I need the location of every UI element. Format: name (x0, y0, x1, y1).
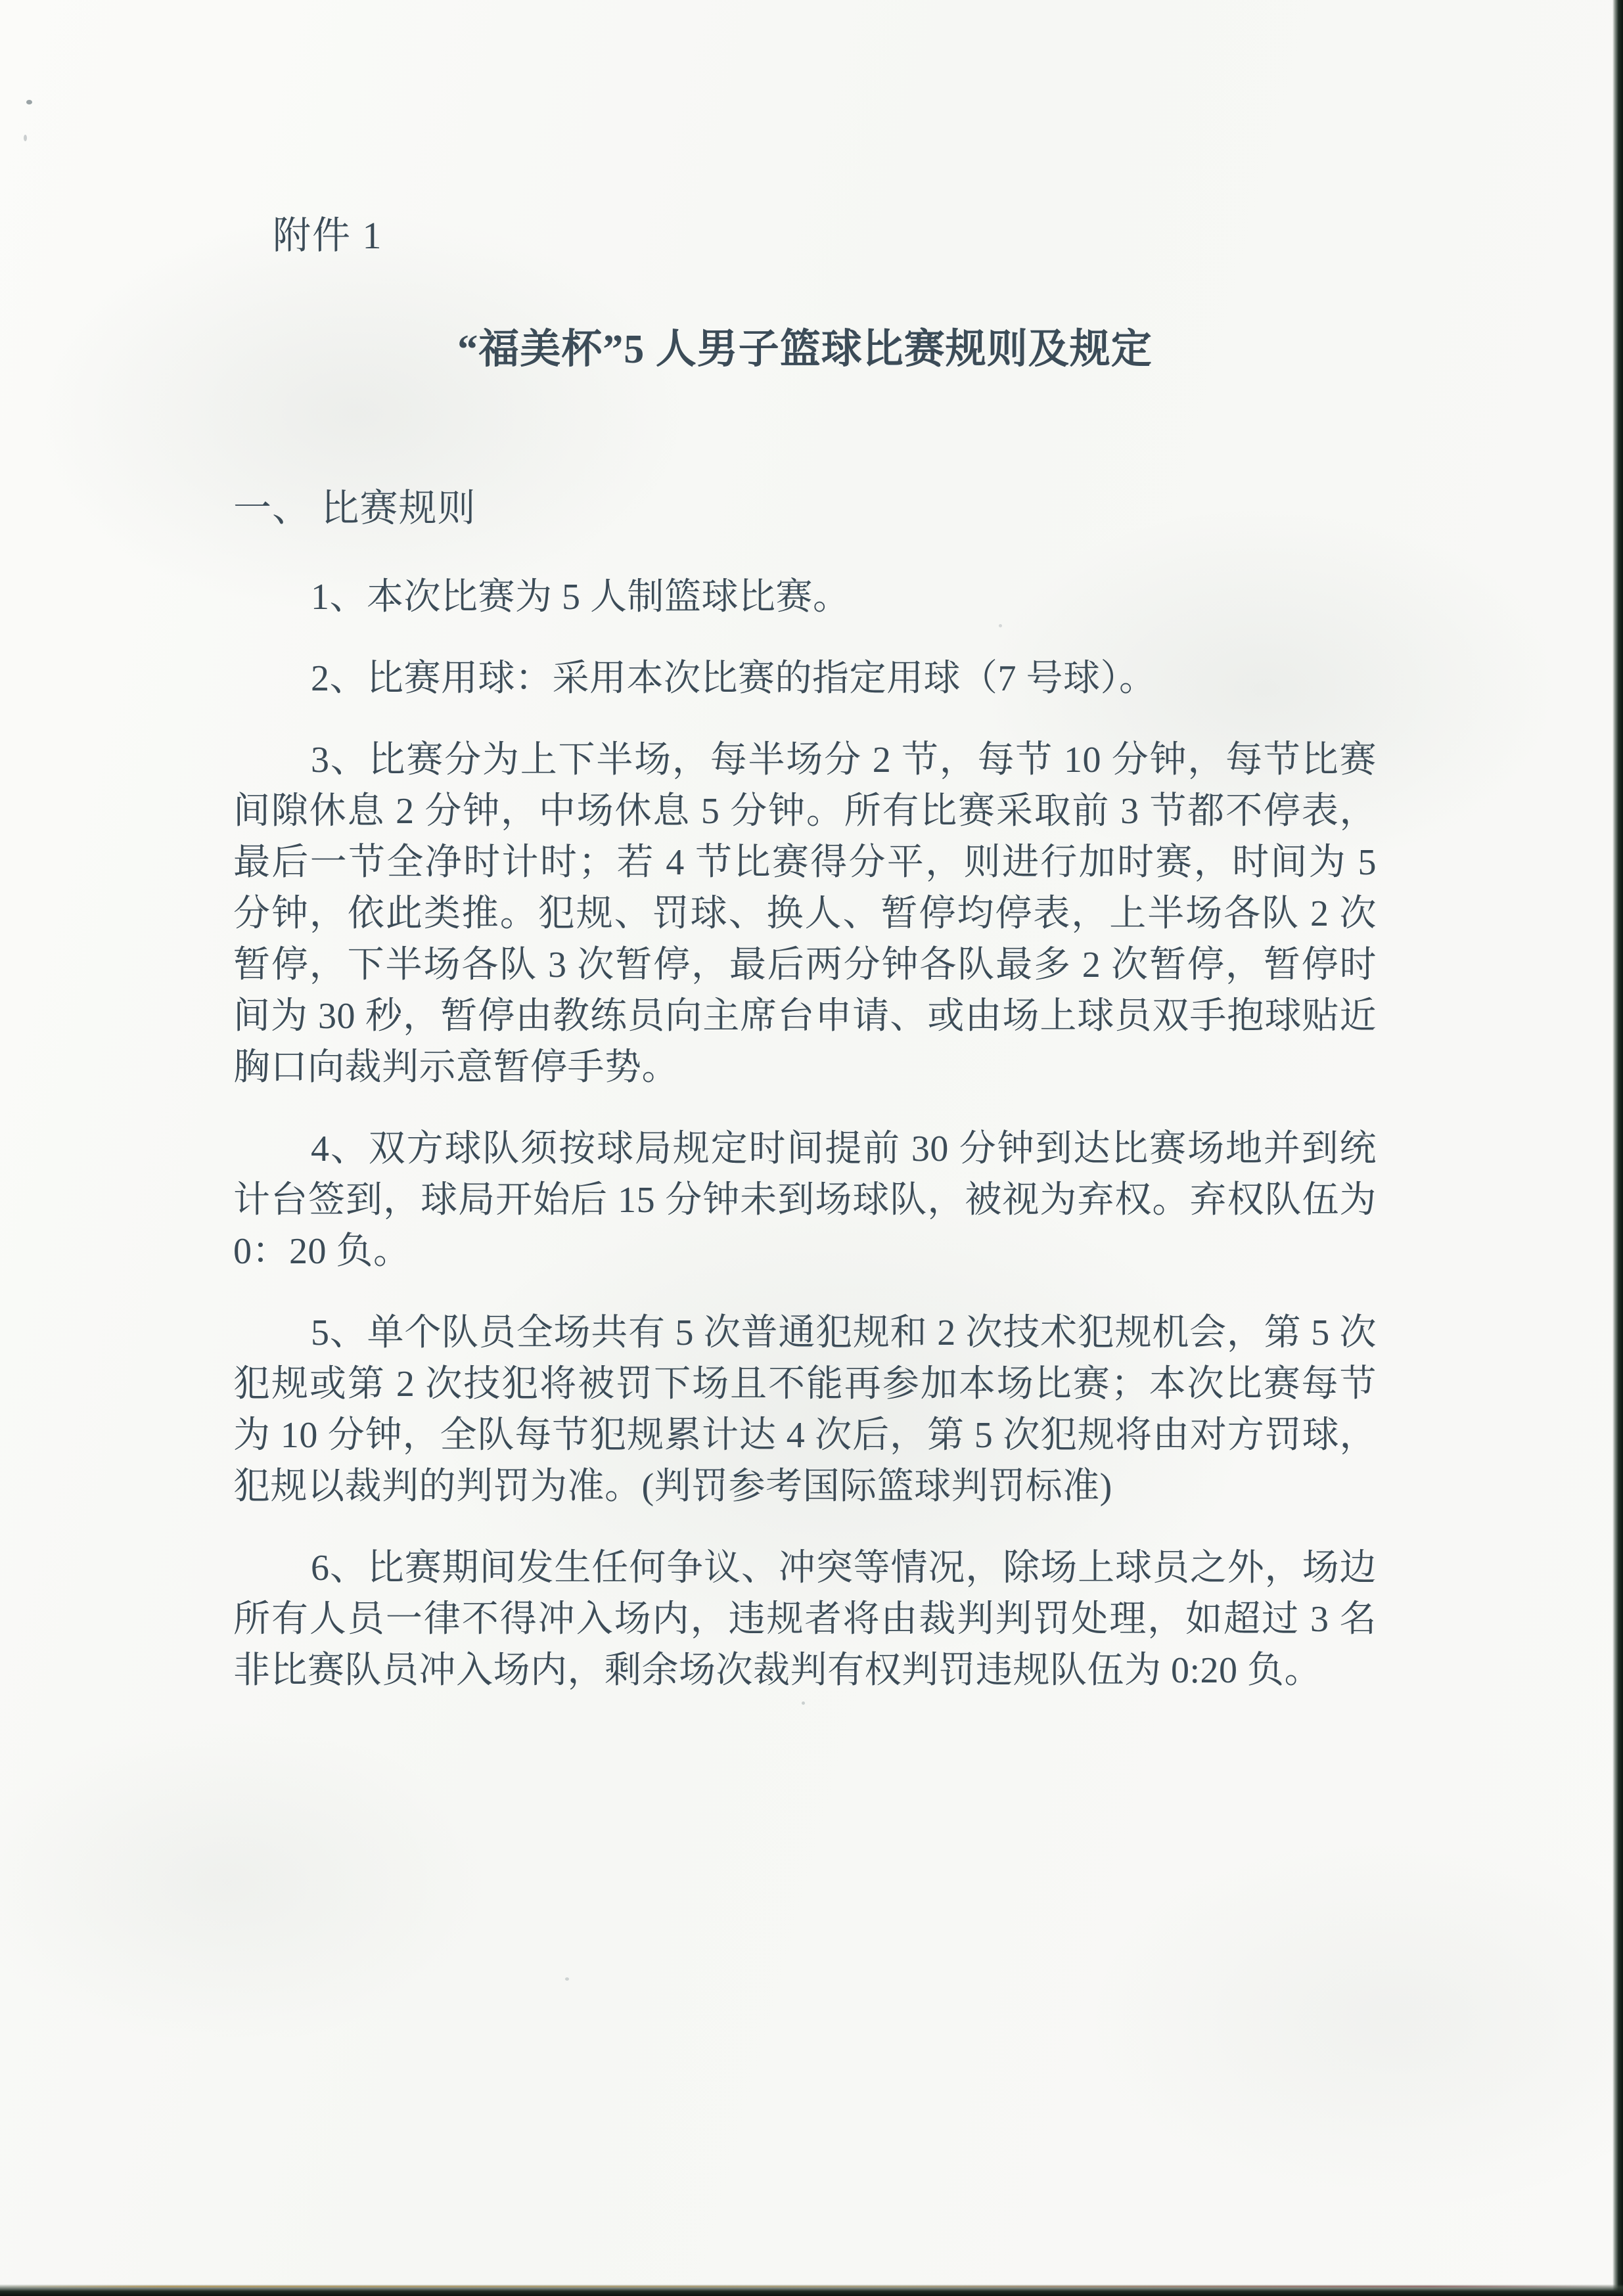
attachment-label: 附件 1 (273, 214, 383, 257)
scan-speck (565, 1977, 569, 1981)
rule-item-6: 6、比赛期间发生任何争议、冲突等情况，除场上球员之外，场边所有人员一律不得冲入场内，违规者将由裁判判罚处理，如超过 3 名非比赛队员冲入场内，剩余场次裁判有权判罚违规队伍为 0:20 负。 (233, 1548, 1377, 1691)
scan-speck (26, 100, 32, 104)
rules-list (233, 572, 1377, 1696)
rule-item-2: 2、比赛用球：采用本次比赛的指定用球（7 号球）。 (311, 658, 1156, 699)
rule-item-4: 4、双方球队须按球局规定时间提前 30 分钟到达比赛场地并到统计台签到，球局开始后 15 分钟未到场球队，被视为弃权。弃权队伍为 0：20 负。 (233, 1129, 1377, 1272)
scan-border-right (1612, 0, 1623, 2296)
rule-item-5: 5、单个队员全场共有 5 次普通犯规和 2 次技术犯规机会，第 5 次犯规或第 2 次技犯将被罚下场且不能再参加本场比赛；本次比赛每节为 10 分钟，全队每节犯规累计达 4 次后，第 5 次犯规将由对方罚球，犯规以裁判的判罚为准。(判罚参考国际篮球判罚标准) (233, 1313, 1377, 1507)
rule-item-1: 1、本次比赛为 5 人制篮球比赛。 (311, 577, 850, 618)
scan-speck (24, 135, 27, 141)
rule-item-3: 3、比赛分为上下半场，每半场分 2 节，每节 10 分钟，每节比赛间隙休息 2 分钟，中场休息 5 分钟。所有比赛采取前 3 节都不停表，最后一节全净时计时；若 4 节比赛得分平，则进行加时赛，时间为 5 分钟，依此类推。犯规、罚球、换人、暂停均停表，上半场各队 2 次暂停，下半场各队 3 次暂停，最后两分钟各队最多 2 次暂停，暂停时间为 30 秒，暂停由教练员向主席台申请、或由场上球员双手抱球贴近胸口向裁判示意暂停手势。 (233, 740, 1377, 1088)
scan-border-bottom (0, 2284, 1623, 2296)
section-heading-competition-rules: 一、 比赛规则 (233, 487, 476, 529)
page-title: “福美杯”5 人男子篮球比赛规则及规定 (457, 327, 1153, 372)
scan-speck (802, 1701, 805, 1705)
